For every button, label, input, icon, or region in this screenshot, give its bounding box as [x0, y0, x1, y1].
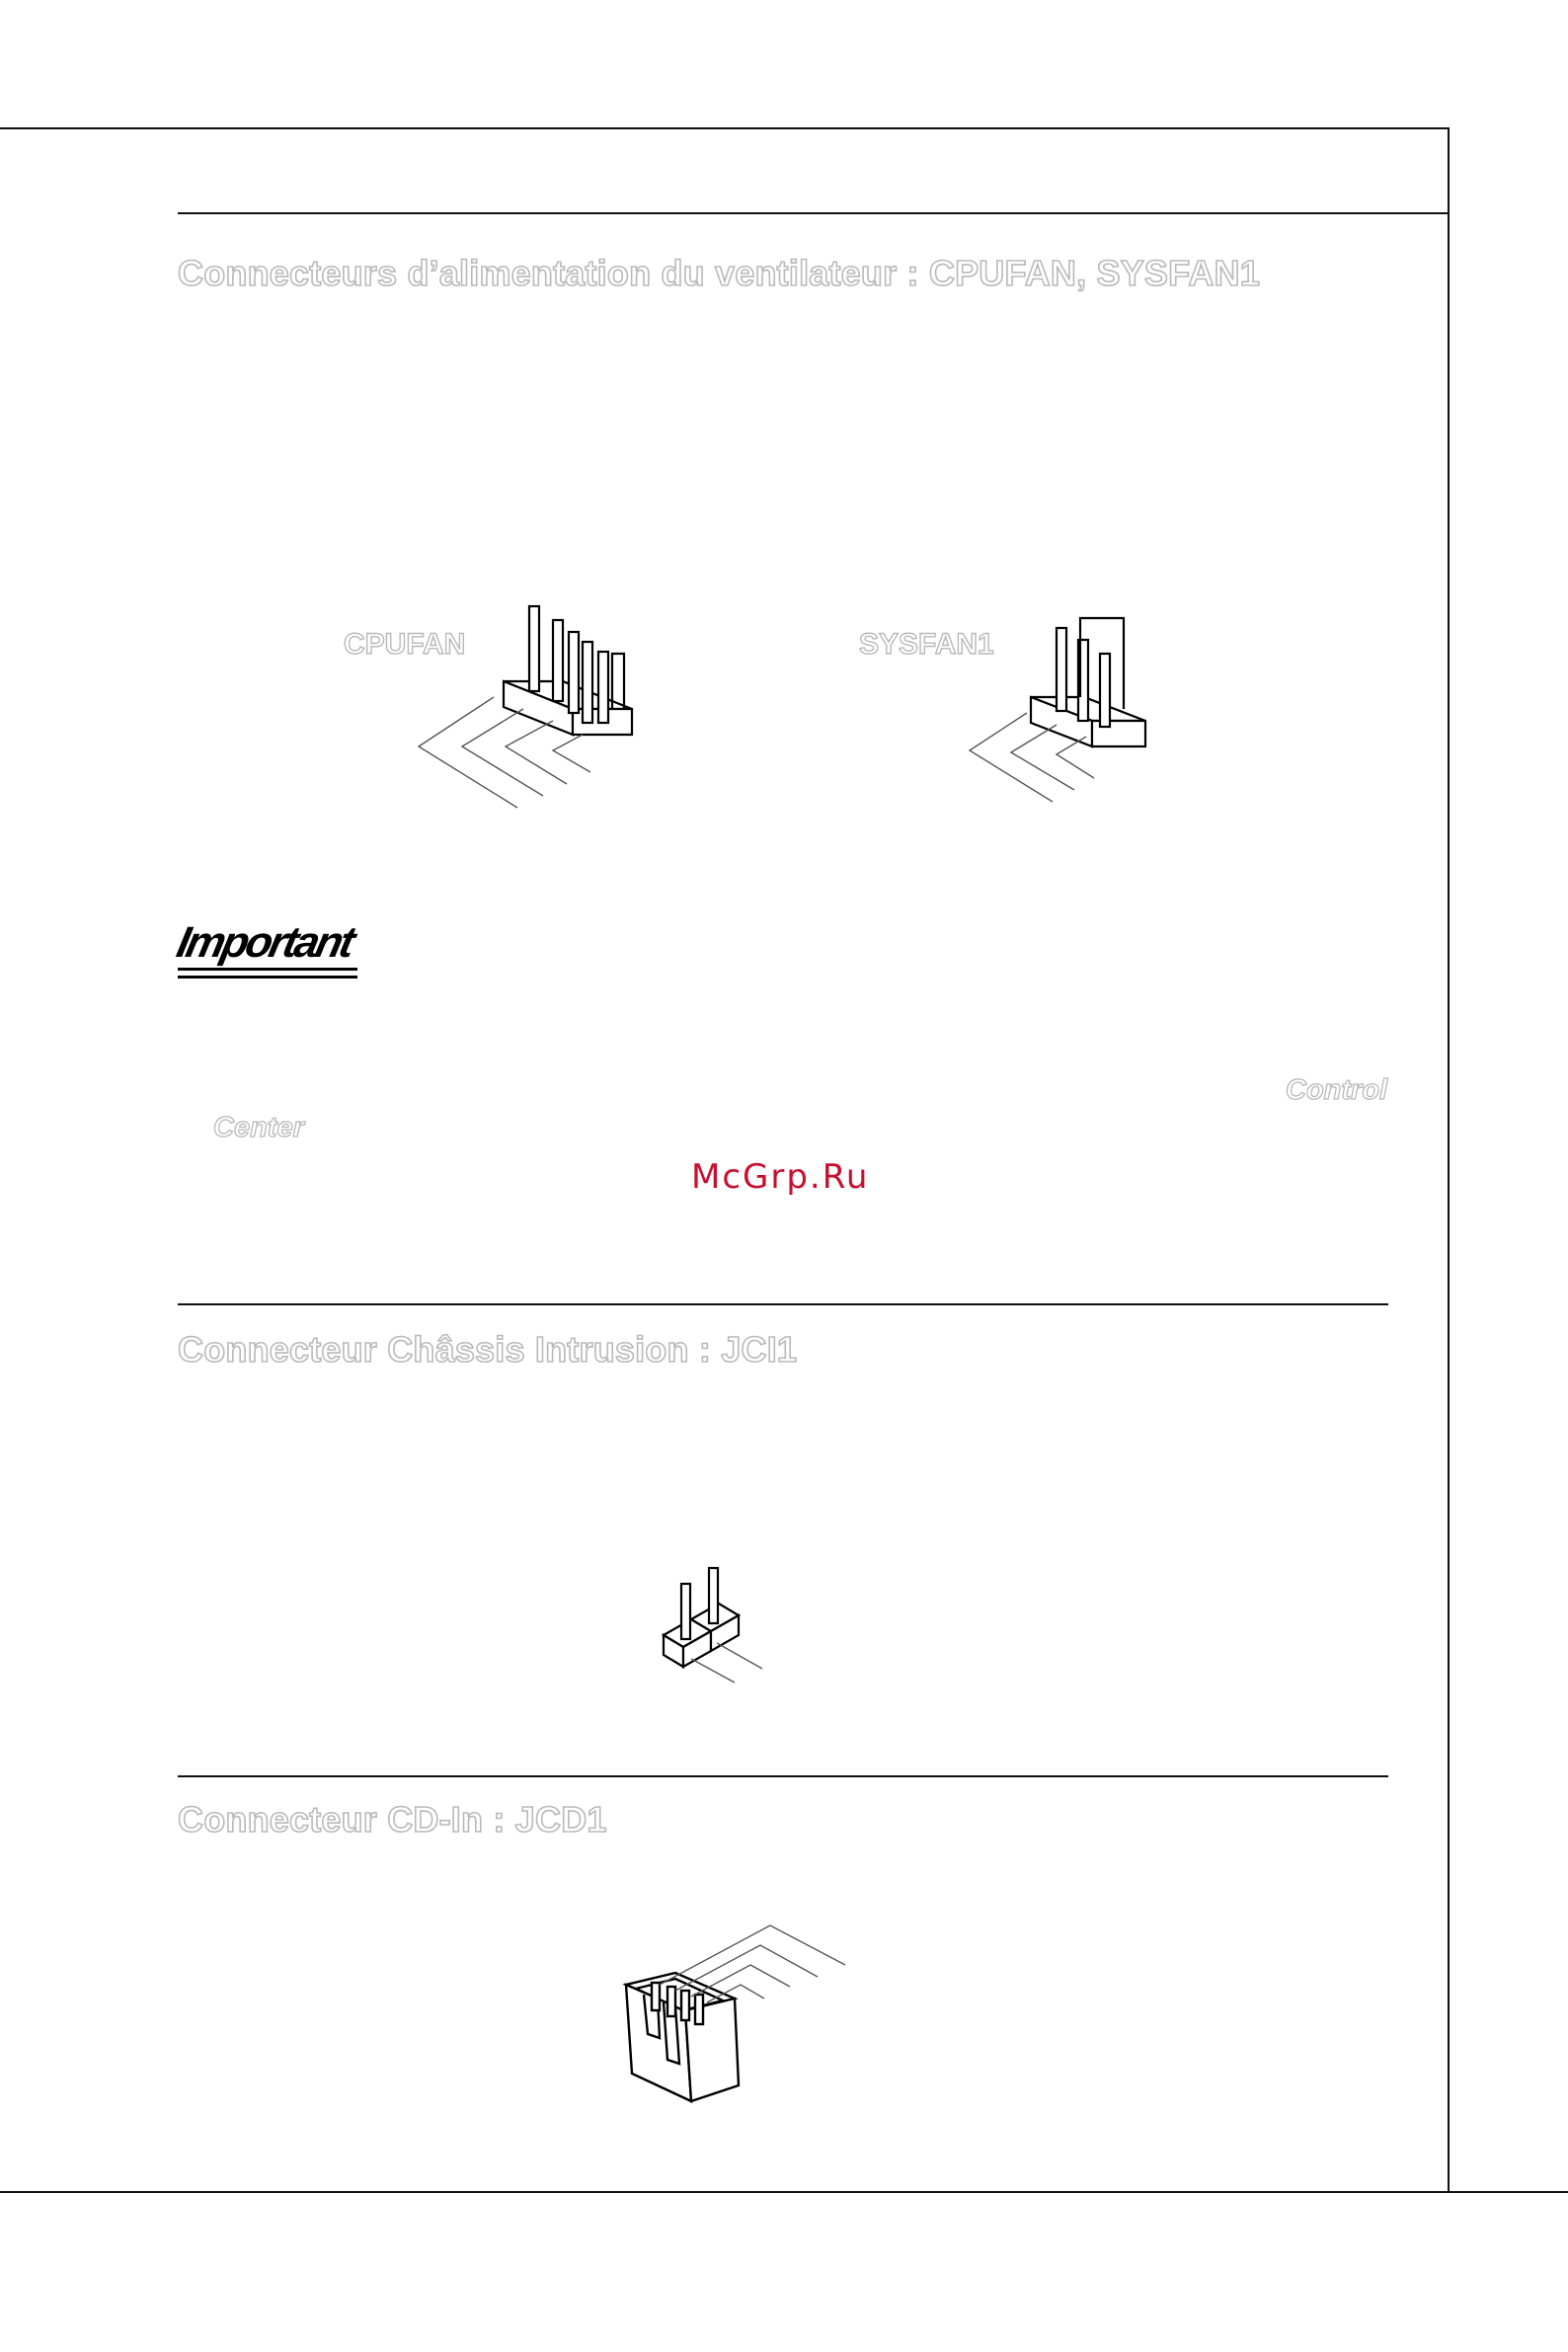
- cpufan-label: CPUFAN: [344, 628, 466, 661]
- sysfan1-label: SYSFAN1: [859, 628, 994, 661]
- center-text: Center: [213, 1112, 304, 1143]
- jci-section-title: Connecteur Châssis Intrusion : JCI1: [178, 1329, 798, 1370]
- watermark-text: McGrp.Ru: [691, 1157, 870, 1197]
- fan-section-title: Connecteurs d’alimentation du ventilateur : CPUFAN, SYSFAN1: [178, 253, 1260, 293]
- important-title: Important: [172, 918, 357, 967]
- jcd-section-title: Connecteur CD-In : JCD1: [178, 1799, 607, 1840]
- control-text: Control: [1286, 1074, 1388, 1106]
